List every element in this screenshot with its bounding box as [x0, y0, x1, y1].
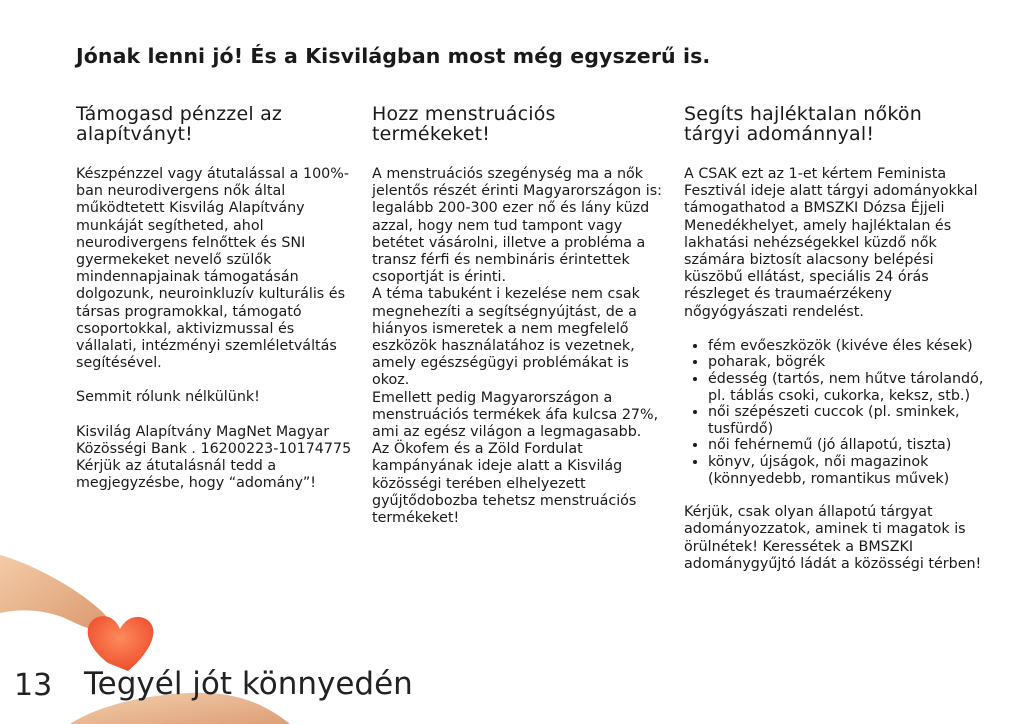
paragraph: Semmit rólunk nélkülünk!	[76, 389, 260, 406]
footer-title: Tegyél jót könnyedén	[84, 666, 413, 702]
paragraph: A menstruációs szegénység ma a nők jelentős részét érinti Magyarországon is: legalább 200-300 ezer nő és lány küzd azzal, hogy nem tud tampont vagy betétet vásárolni, illetve a probléma a transz férfi és nembináris érintettek csoportját is érinti.	[372, 166, 662, 286]
bank-details: Kisvilág Alapítvány MagNet Magyar Közösségi Bank . 16200223-10174775 Kérjük az átutalásnál tedd a megjegyzésbe, hogy “adomány”!	[76, 423, 352, 492]
heart-icon	[88, 616, 154, 671]
paragraph: A téma tabuként i kezelése nem csak megnehezíti a segítségnyújtást, de a hiányos ismeretek a nem megfelelő eszközök használatához is vezetnek, amely egészségügyi problémákat is okoz.	[372, 286, 640, 389]
paragraph: Az Ökofem és a Zöld Fordulat kampányának ideje alatt a Kisvilág közösségi terében elhelyezett gyűjtődobozba tehetsz menstruációs termékeket!	[372, 441, 637, 527]
column-money-donation	[76, 104, 356, 492]
list-item: • női szépészeti cuccok (pl. sminkek, tusfürdő)	[708, 404, 984, 437]
column-title: Segíts hajléktalan nőkön tárgyi adománnyal!	[684, 103, 922, 145]
paragraph: Készpénzzel vagy átutalással a 100%-ban neurodivergens nők által működtetett Kisvilág Alapítvány munkáját segítheted, ahol neurodivergens felnőttek és SNI gyermekeket nevelő szülők mindennapjainak támogatásán dolgozunk, neuroinkluzív kulturális és társas programokkal, támogató csoportokkal, aktivizmussal és vállalati, intézményi szemléletváltás segítésével.	[76, 166, 350, 372]
paragraph: Emellett pedig Magyarországon a menstruációs termékek áfa kulcsa 27%, ami az egész világon a legmagasabb.	[372, 389, 659, 441]
list-item: • poharak, bögrék	[708, 354, 984, 371]
list-item: • női fehérnemű (jó állapotú, tiszta)	[708, 437, 984, 454]
column-homeless-women	[684, 104, 984, 573]
list-item: • édesség (tartós, nem hűtve tárolandó, pl. táblás csoki, cukorka, keksz, stb.)	[708, 371, 984, 404]
column-title: Támogasd pénzzel az alapítványt!	[76, 103, 283, 145]
paragraph: A CSAK ezt az 1-et kértem Feminista Fesztivál ideje alatt tárgyi adományokkal támogathatod a BMSZKI Dózsa Éjjeli Menedékhelyet, amely hajléktalan és lakhatási nehézségekkel küzdő nők számára biztosít alacsony belépési küszöbű ellátást, speciális 24 órás részleget és traumaérzékeny nőgyógyászati rendelést.	[684, 166, 978, 320]
paragraph: Kérjük, csak olyan állapotú tárgyat adományozzatok, aminek ti magatok is örülnétek! Keressétek a BMSZKI adománygyűjtó ládát a közösségi térben!	[684, 504, 982, 572]
upper-hand	[0, 555, 108, 630]
donation-items-list	[684, 338, 984, 487]
page-number: 13	[14, 668, 53, 703]
list-item: • fém evőeszközök (kivéve éles kések)	[708, 338, 984, 355]
page-headline: Jónak lenni jó! És a Kisvilágban most még egyszerű is.	[76, 44, 711, 68]
column-menstrual-products	[372, 104, 664, 527]
list-item: • könyv, újságok, női magazinok (könnyedebb, romantikus művek)	[708, 454, 984, 487]
column-title: Hozz menstruációs termékeket!	[372, 103, 556, 145]
